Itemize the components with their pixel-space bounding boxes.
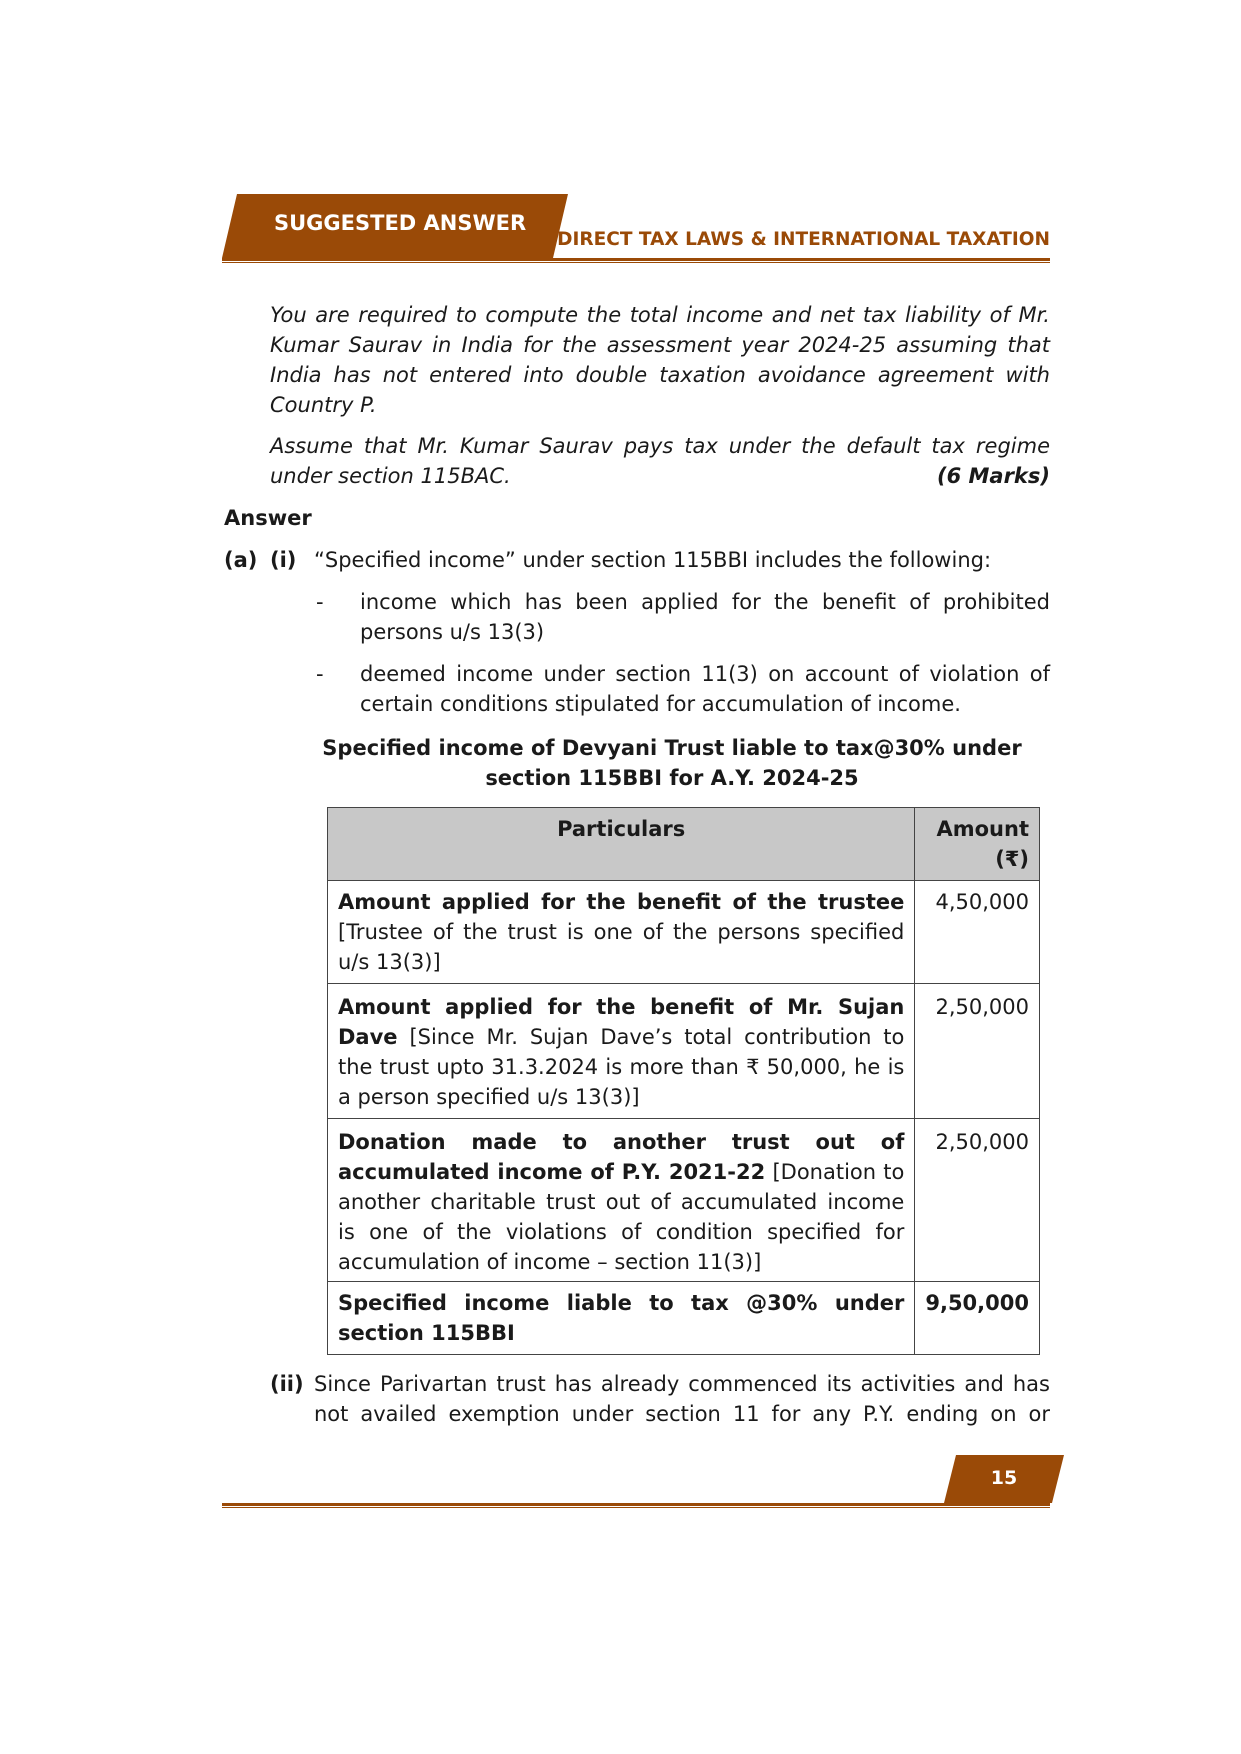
subject-title: DIRECT TAX LAWS & INTERNATIONAL TAXATION (557, 229, 1050, 250)
table-header-row (328, 808, 1040, 881)
bullet-text: income which has been applied for the benefit of prohibited persons u/s 13(3) (360, 590, 1050, 644)
question-block (224, 300, 1050, 491)
bullet-list (314, 587, 1050, 719)
table-title-line-2: section 115BBI for A.Y. 2024-25 (485, 766, 859, 790)
row-note: [Donation to another charitable trust out of accumulated income is one of the violations of condition specified for accumulation of income – section 11(3)] (338, 1160, 905, 1274)
question-para-2-text: Assume that Mr. Kumar Saurav pays tax under the default tax regime under section 115BAC. (270, 434, 1050, 488)
label-ii: (ii) (270, 1372, 304, 1396)
list-item (314, 587, 1050, 647)
row-bold-text: Amount applied for the benefit of Mr. Sujan Dave (338, 995, 905, 1049)
row-particulars (328, 1119, 915, 1282)
header-rule (222, 258, 1050, 263)
bullet-text: deemed income under section 11(3) on account of violation of certain conditions stipulated for accumulation of income. (360, 662, 1050, 716)
col-amount: Amount (₹) (915, 808, 1040, 881)
row-bold-text: Donation made to another trust out of accumulated income of P.Y. 2021-22 (338, 1130, 905, 1184)
page-number: 15 (990, 1467, 1018, 1489)
answer-intro: “Specified income” under section 115BBI includes the following: (314, 548, 992, 572)
row-bold-text: Amount applied for the benefit of the trustee (338, 890, 905, 914)
answer-ii (224, 1369, 1050, 1429)
question-para-2 (270, 431, 1050, 491)
footer-rule (222, 1503, 1050, 1508)
row-particulars (328, 881, 915, 984)
list-item (314, 659, 1050, 719)
question-marks: (6 Marks) (936, 464, 1050, 488)
row-note: [Since Mr. Sujan Dave’s total contribution to the trust upto 31.3.2024 is more than ₹ 50,000, he is a person specified u/s 13(3)] (338, 1025, 905, 1109)
specified-income-table (327, 807, 1040, 1355)
label-i: (i) (270, 548, 297, 572)
row-amount: 2,50,000 (915, 984, 1040, 1119)
row-note: [Trustee of the trust is one of the persons specified u/s 13(3)] (338, 920, 905, 974)
row-particulars (328, 984, 915, 1119)
label-a: (a) (224, 548, 258, 572)
table-title (294, 733, 1050, 793)
col-particulars: Particulars (328, 808, 915, 881)
table-total-row (328, 1282, 1040, 1355)
table-row (328, 984, 1040, 1119)
table-row (328, 1119, 1040, 1282)
table-title-line-1: Specified income of Devyani Trust liable to tax@30% under (322, 736, 1022, 760)
total-label: Specified income liable to tax @30% under section 115BBI (328, 1282, 915, 1355)
page-content (224, 300, 1050, 1429)
bullet-dash: - (316, 662, 324, 686)
row-amount: 4,50,000 (915, 881, 1040, 984)
answer-ii-text: Since Parivartan trust has already commenced its activities and has not availed exemption under section 11 for any P.Y. ending on or (314, 1372, 1050, 1426)
total-amount: 9,50,000 (915, 1282, 1040, 1355)
header-tab-label: SUGGESTED ANSWER (274, 211, 527, 235)
answer-a-i (224, 545, 1050, 575)
row-amount: 2,50,000 (915, 1119, 1040, 1282)
answer-heading: Answer (224, 506, 312, 530)
table-row (328, 881, 1040, 984)
bullet-dash: - (316, 590, 324, 614)
question-para-1: You are required to compute the total income and net tax liability of Mr. Kumar Saurav in India for the assessment year 2024-25 assuming that India has not entered into double taxation avoidance agreement with Country P. (270, 303, 1050, 417)
